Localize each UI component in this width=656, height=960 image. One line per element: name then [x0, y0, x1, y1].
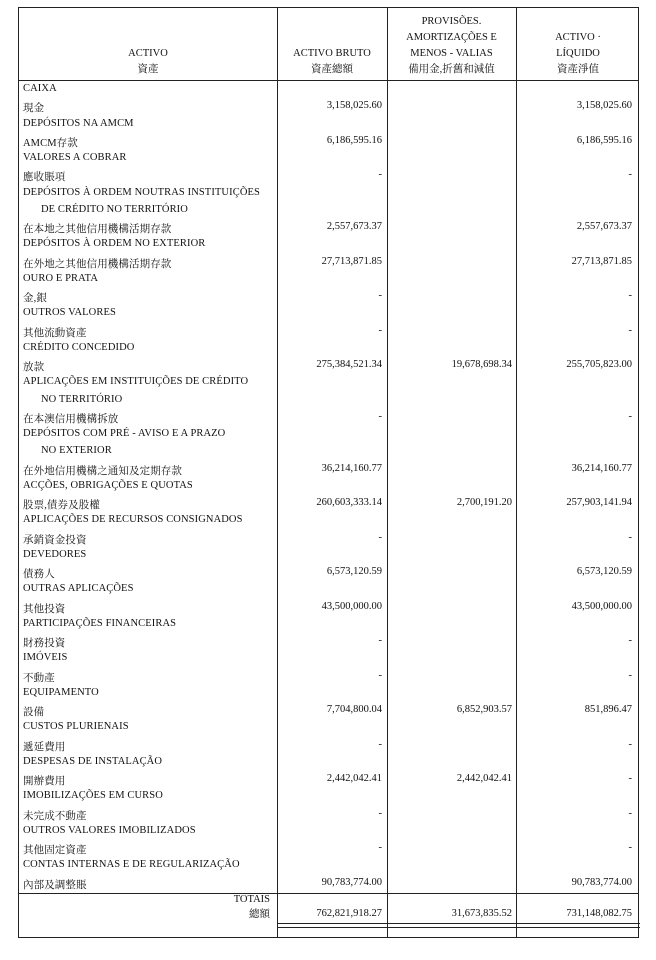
- cell-activo-liquido: -: [628, 738, 632, 750]
- cell-activo-liquido: 36,214,160.77: [571, 462, 632, 474]
- cell-activo-bruto: -: [378, 807, 382, 819]
- row-label-zh: 其他固定資產: [23, 845, 87, 856]
- cell-activo-liquido: 6,186,595.16: [576, 134, 632, 146]
- cell-activo-bruto: -: [378, 669, 382, 681]
- cell-activo-liquido: -: [628, 669, 632, 681]
- cell-activo-bruto: -: [378, 410, 382, 422]
- row-label-pt: APLICAÇÕES DE RECURSOS CONSIGNADOS: [23, 514, 243, 526]
- cell-activo-bruto: 275,384,521.34: [316, 359, 382, 370]
- row-label-zh: 財務投資: [23, 638, 66, 649]
- row-label-pt: DEPÓSITOS COM PRÉ - AVISO E A PRAZO: [23, 428, 226, 439]
- cell-activo-bruto: -: [378, 324, 382, 336]
- cell-activo-liquido: -: [628, 635, 632, 646]
- cell-activo-bruto: 27,713,871.85: [321, 255, 382, 267]
- total-bruto: 762,821,918.27: [316, 908, 382, 919]
- row-label-pt: EQUIPAMENTO: [23, 686, 99, 698]
- totals-label: TOTAIS 總額: [233, 894, 270, 920]
- cell-activo-bruto: -: [378, 531, 382, 543]
- cell-activo-liquido: 2,557,673.37: [576, 221, 632, 232]
- row-label-zh: 金,銀: [23, 293, 47, 304]
- double-underline: [516, 923, 640, 928]
- cell-activo-bruto: -: [378, 290, 382, 301]
- cell-activo-bruto: 260,603,333.14: [316, 497, 382, 508]
- cell-activo-bruto: 90,783,774.00: [321, 876, 382, 888]
- row-label-zh: AMCM存款: [23, 137, 78, 149]
- cell-activo-bruto: 6,186,595.16: [326, 134, 382, 146]
- double-underline: [277, 923, 387, 928]
- column-divider: [277, 8, 278, 937]
- total-liquido: 731,148,082.75: [566, 908, 632, 919]
- row-label-zh: 應收賬項: [23, 172, 66, 184]
- row-label-zh: 內部及調整賬: [23, 879, 87, 891]
- cell-activo-bruto: 2,442,042.41: [326, 773, 382, 784]
- double-underline: [387, 923, 516, 928]
- cell-activo-liquido: -: [628, 807, 632, 819]
- row-label-pt: OURO E PRATA: [23, 272, 99, 284]
- row-label-pt: DESPESAS DE INSTALAÇÃO: [23, 755, 163, 767]
- cell-activo-bruto: 7,704,800.04: [326, 704, 382, 715]
- cell-activo-liquido: -: [628, 773, 632, 784]
- cell-activo-liquido: 90,783,774.00: [571, 876, 632, 888]
- header-activo-bruto: ACTIVO BRUTO 資產總額: [293, 48, 371, 75]
- row-label-pt: IMOBILIZAÇÕES EM CURSO: [23, 790, 163, 802]
- row-label-pt: OUTRAS APLICAÇÕES: [23, 583, 134, 595]
- cell-activo-liquido: 255,705,823.00: [566, 359, 632, 370]
- row-label-pt: CONTAS INTERNAS E DE REGULARIZAÇÃO: [23, 859, 240, 871]
- cell-activo-liquido: 3,158,025.60: [576, 100, 632, 112]
- cell-provisoes: 2,700,191.20: [456, 497, 512, 508]
- row-label-zh: 股票,債券及股權: [23, 500, 100, 511]
- header-activo: ACTIVO 資產: [128, 48, 168, 75]
- cell-activo-bruto: 43,500,000.00: [321, 600, 382, 612]
- row-label-pt: DE CRÉDITO NO TERRITÓRIO: [41, 203, 188, 215]
- cell-provisoes: 19,678,698.34: [451, 359, 512, 370]
- row-label-pt: APLICAÇÕES EM INSTITUIÇÕES DE CRÉDITO: [23, 376, 249, 388]
- cell-activo-liquido: -: [628, 410, 632, 422]
- row-label-zh: 在外地之其他信用機構活期存款: [23, 258, 172, 270]
- column-divider: [387, 8, 388, 937]
- row-label-pt: DEPÓSITOS NA AMCM: [23, 117, 134, 129]
- cell-provisoes: 2,442,042.41: [456, 773, 512, 784]
- row-label-zh: 不動產: [23, 672, 55, 684]
- row-label-pt: OUTROS VALORES IMOBILIZADOS: [23, 824, 196, 836]
- header-divider: [19, 80, 638, 81]
- cell-activo-bruto: -: [378, 738, 382, 750]
- row-label-zh: 現金: [23, 103, 45, 115]
- cell-activo-liquido: -: [628, 842, 632, 853]
- row-label-zh: 債務人: [23, 569, 55, 580]
- row-label-zh: 在本澳信用機構拆放: [23, 413, 119, 425]
- row-label-zh: 其他投資: [23, 603, 66, 615]
- cell-activo-bruto: -: [378, 842, 382, 853]
- cell-activo-bruto: 2,557,673.37: [326, 221, 382, 232]
- cell-provisoes: 6,852,903.57: [456, 704, 512, 715]
- row-label-pt: VALORES A COBRAR: [23, 152, 127, 163]
- row-label-zh: 在本地之其他信用機構活期存款: [23, 224, 172, 235]
- header-provisoes: PROVISÕES. AMORTIZAÇÕES E MENOS - VALIAS 備用金,折舊和減值: [406, 16, 497, 75]
- row-label-zh: 承銷資金投資: [23, 534, 87, 546]
- cell-activo-bruto: -: [378, 635, 382, 646]
- cell-activo-liquido: -: [628, 290, 632, 301]
- row-label-pt: CUSTOS PLURIENAIS: [23, 721, 129, 733]
- cell-activo-liquido: -: [628, 324, 632, 336]
- cell-activo-bruto: -: [378, 169, 382, 181]
- row-label-zh: 放款: [23, 362, 45, 373]
- row-label-zh: 遞延費用: [23, 741, 66, 753]
- row-label-pt: ACÇÕES, OBRIGAÇÕES E QUOTAS: [23, 479, 193, 491]
- total-provisoes: 31,673,835.52: [451, 908, 512, 919]
- cell-activo-liquido: 851,896.47: [584, 704, 632, 715]
- row-label-pt: CAIXA: [23, 83, 57, 94]
- row-label-pt: CRÉDITO CONCEDIDO: [23, 341, 135, 353]
- row-label-zh: 未完成不動產: [23, 810, 87, 822]
- row-label-pt: IMÓVEIS: [23, 652, 68, 664]
- column-divider: [516, 8, 517, 937]
- row-label-pt: DEPÓSITOS À ORDEM NOUTRAS INSTITUIÇÕES: [23, 186, 260, 198]
- row-label-pt: NO TERRITÓRIO: [41, 393, 123, 405]
- cell-activo-liquido: -: [628, 169, 632, 181]
- cell-activo-liquido: -: [628, 531, 632, 543]
- cell-activo-liquido: 257,903,141.94: [566, 497, 632, 508]
- row-label-pt: DEVEDORES: [23, 548, 87, 560]
- totals-divider: [19, 893, 638, 894]
- cell-activo-bruto: 6,573,120.59: [326, 566, 382, 577]
- row-label-zh: 在外地信用機構之通知及定期存款: [23, 465, 182, 477]
- row-label-zh: 設備: [23, 707, 45, 718]
- cell-activo-liquido: 27,713,871.85: [571, 255, 632, 267]
- row-label-zh: 開辦費用: [23, 776, 66, 787]
- row-label-pt: NO EXTERIOR: [41, 445, 112, 457]
- row-label-pt: DEPÓSITOS À ORDEM NO EXTERIOR: [23, 238, 206, 250]
- cell-activo-bruto: 3,158,025.60: [326, 100, 382, 112]
- row-label-pt: PARTICIPAÇÕES FINANCEIRAS: [23, 617, 177, 629]
- row-label-zh: 其他流動資產: [23, 327, 87, 339]
- header-activo-liquido: ACTIVO · LÍQUIDO 資產淨值: [555, 32, 601, 75]
- cell-activo-bruto: 36,214,160.77: [321, 462, 382, 474]
- cell-activo-liquido: 43,500,000.00: [571, 600, 632, 612]
- balance-sheet-table: [18, 7, 639, 938]
- cell-activo-liquido: 6,573,120.59: [576, 566, 632, 577]
- row-label-pt: OUTROS VALORES: [23, 307, 116, 319]
